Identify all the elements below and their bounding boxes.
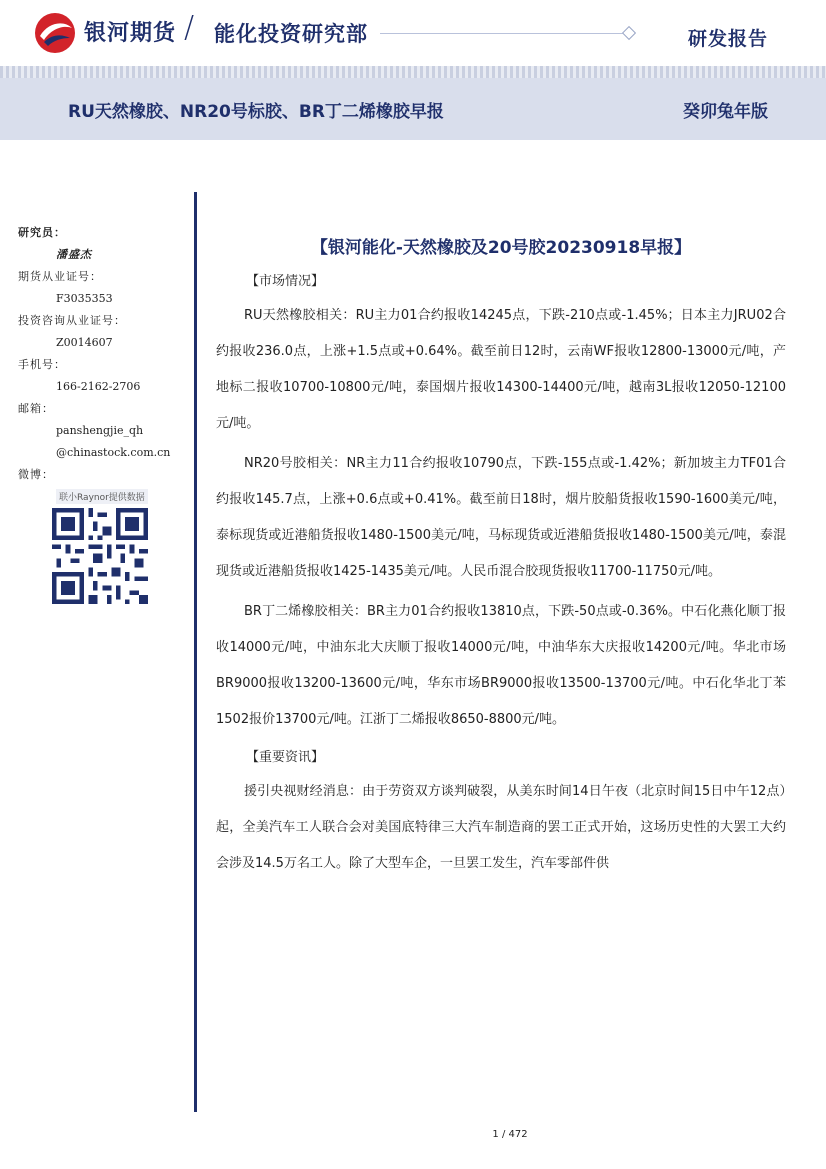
email-line-2[interactable]: @chinastock.com.cn	[56, 446, 171, 459]
phone-label: 手机号：	[18, 358, 66, 371]
researcher-label: 研究员：	[18, 226, 66, 239]
sidebar-divider	[194, 192, 197, 1112]
news-paragraph: 援引央视财经消息：由于劳资双方谈判破裂，从美东时间14日午夜（北京时间15日中午12点）起，全美汽车工人联合会对美国底特律三大汽车制造商的罢工正式开始，这场历史性的大罢工大约会涉及14.5万名工人。除了大型车企，一旦罢工发生，汽车零部件供	[216, 784, 786, 871]
department-name: 能化投资研究部	[214, 22, 368, 46]
phone-number: 166-2162-2706	[56, 380, 141, 393]
galaxy-logo-icon	[34, 12, 76, 54]
header-stripe-band	[0, 66, 826, 78]
report-body	[216, 230, 786, 882]
market-section-heading: 【市场情况】	[246, 274, 325, 289]
advisory-cert-label: 投资咨询从业证号：	[18, 314, 126, 327]
watermark-text: 联小Raynor提供数据	[56, 489, 148, 504]
ru-paragraph: RU天然橡胶相关：RU主力01合约报收14245点，下跌-210点或-1.45%；日本主力JRU02合约报收236.0点，上涨+1.5点或+0.64%。截至前日12时，云南WF报收12800-13000元/吨，产地标二报收10700-10800元/吨，泰国烟片报收14300-14400元/吨，越南3L报收12050-12100元/吨。	[216, 308, 786, 431]
report-type-label: 研发报告	[687, 28, 768, 50]
header-divider-line	[380, 33, 630, 34]
report-title: RU天然橡胶、NR20号标胶、BR丁二烯橡胶早报	[68, 102, 444, 122]
futures-cert-label: 期货从业证号：	[18, 270, 102, 283]
futures-cert-number: F3035353	[56, 292, 113, 305]
edition-label: 癸卯兔年版	[683, 102, 768, 122]
analyst-sidebar	[18, 222, 188, 504]
advisory-cert-number: Z0014607	[56, 336, 113, 349]
page-number: 1 / 472	[492, 1129, 528, 1140]
wechat-label: 微博：	[18, 468, 54, 481]
qr-code-icon	[52, 508, 148, 604]
document-title: 【银河能化-天然橡胶及20号胶20230918早报】	[310, 238, 692, 258]
header-slash: /	[184, 10, 195, 45]
br-paragraph: BR丁二烯橡胶相关：BR主力01合约报收13810点，下跌-50点或-0.36%。中石化燕化顺丁报收14000元/吨，中油东北大庆顺丁报收14000元/吨，中油华东大庆报收14200元/吨。华北市场BR9000报收13200-13600元/吨，华东市场BR9000报收13500-13700元/吨。中石化华北丁苯1502报价13700元/吨。江浙丁二烯报收8650-8800元/吨。	[216, 604, 786, 727]
email-label: 邮箱：	[18, 402, 54, 415]
news-section-heading: 【重要资讯】	[246, 750, 325, 765]
nr-paragraph: NR20号胶相关：NR主力11合约报收10790点，下跌-155点或-1.42%；新加坡主力TF01合约报收145.7点，上涨+0.6点或+0.41%。截至前日18时，烟片胶船货报收1590-1600美元/吨，泰标现货或近港船货报收1480-1500美元/吨，马标现货或近港船货报收1480-1500美元/吨，泰混现货或近港船货报收1425-1435美元/吨。人民币混合胶现货报收11700-11750元/吨。	[216, 456, 786, 579]
report-header	[0, 0, 826, 140]
brand-name: 银河期货	[84, 21, 177, 46]
email-line-1[interactable]: panshengjie_qh	[56, 424, 144, 437]
researcher-name: 潘盛杰	[56, 248, 92, 261]
